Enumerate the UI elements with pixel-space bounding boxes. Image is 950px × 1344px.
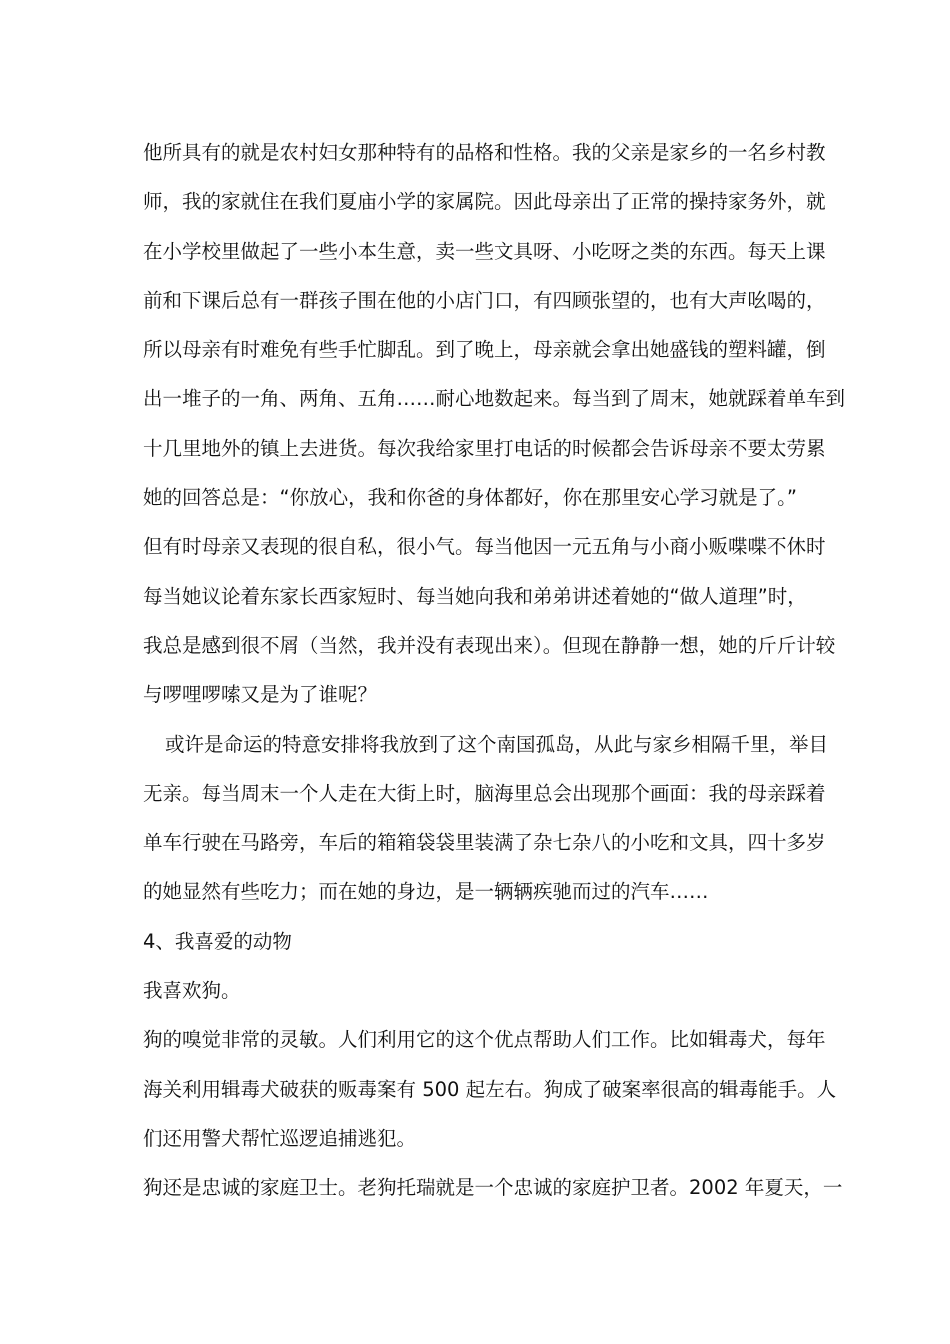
text-line: 海关利用辑毒犬破获的贩毒案有 500 起左右。狗成了破案率很高的辑毒能手。人 — [143, 1077, 837, 1101]
section-heading: 4、我喜爱的动物 — [143, 929, 292, 953]
text-line: 她的回答总是：“你放心，我和你爸的身体都好，你在那里安心学习就是了。” — [143, 486, 797, 510]
text-line: 我总是感到很不屑（当然，我并没有表现出来）。但现在静静一想，她的斤斤计较 — [143, 633, 836, 657]
text-line: 单车行驶在马路旁，车后的箱箱袋袋里装满了杂七杂八的小吃和文具，四十多岁 — [143, 831, 826, 855]
text-line: 的她显然有些吃力；而在她的身边，是一辆辆疾驰而过的汽车…… — [143, 880, 709, 904]
text-line: 狗的嗅觉非常的灵敏。人们利用它的这个优点帮助人们工作。比如辑毒犬，每年 — [143, 1028, 826, 1052]
text-line: 师，我的家就住在我们夏庙小学的家属院。因此母亲出了正常的操持家务外，就 — [143, 190, 826, 214]
text-line: 与啰哩啰嗦又是为了谁呢？ — [143, 683, 378, 707]
text-line: 所以母亲有时难免有些手忙脚乱。到了晚上，母亲就会拿出她盛钱的塑料罐，倒 — [143, 338, 826, 362]
text-line: 十几里地外的镇上去进货。每次我给家里打电话的时候都会告诉母亲不要太劳累 — [143, 436, 826, 460]
text-line: 在小学校里做起了一些小本生意，卖一些文具呀、小吃呀之类的东西。每天上课 — [143, 239, 826, 263]
paragraph-start-line: 或许是命运的特意安排将我放到了这个南国孤岛，从此与家乡相隔千里，举目 — [165, 732, 829, 756]
text-line: 出一堆子的一角、两角、五角……耐心地数起来。每当到了周末，她就踩着单车到 — [143, 387, 846, 411]
text-line: 无亲。每当周末一个人走在大街上时，脑海里总会出现那个画面：我的母亲踩着 — [143, 781, 826, 805]
text-line: 们还用警犬帮忙巡逻追捕逃犯。 — [143, 1126, 417, 1150]
text-line: 前和下课后总有一群孩子围在他的小店门口，有四顾张望的，也有大声吆喝的， — [143, 288, 826, 312]
body-text — [143, 128, 846, 1213]
text-line: 每当她议论着东家长西家短时、每当她向我和弟弟讲述着她的“做人道理”时， — [143, 584, 807, 608]
text-line: 他所具有的就是农村妇女那种特有的品格和性格。我的父亲是家乡的一名乡村教 — [143, 141, 826, 164]
text-line: 狗还是忠诚的家庭卫士。老狗托瑞就是一个忠诚的家庭护卫者。2002 年夏天，一 — [143, 1176, 843, 1200]
text-line: 但有时母亲又表现的很自私，很小气。每当他因一元五角与小商小贩喋喋不休时 — [143, 535, 826, 559]
text-line: 我喜欢狗。 — [143, 979, 241, 1003]
